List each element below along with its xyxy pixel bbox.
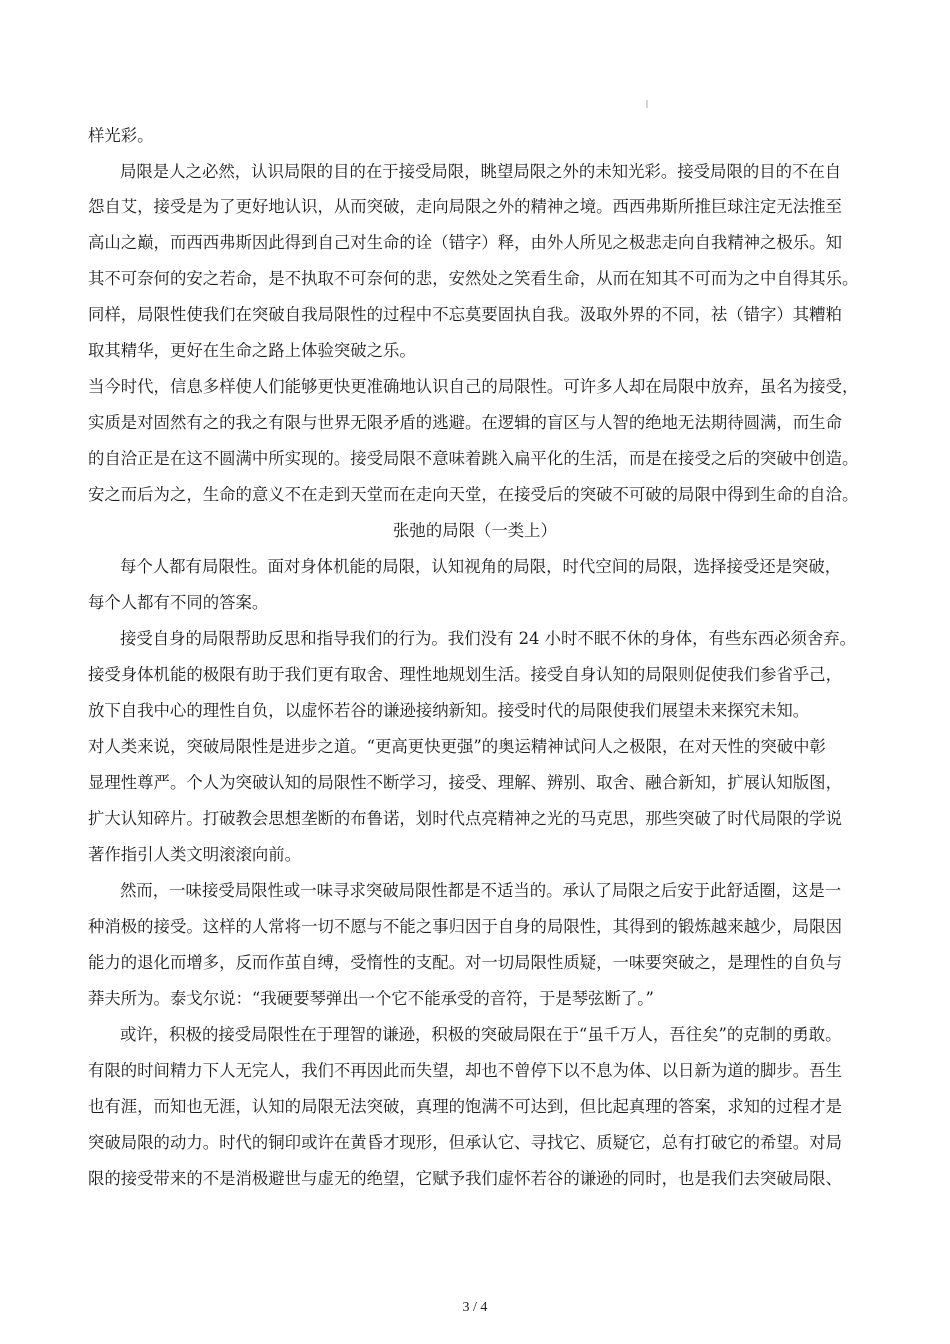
text-line: 的自洽正是在这不圆满中所实现的。接受局限不意味着跳入扁平化的生活，而是在接受之后的突破中创造。	[88, 449, 859, 468]
paragraph-line: 或许，积极的接受局限性在于理智的谦逊，积极的突破局限在于“虽千万人，吾往矣”的克制的勇敢。	[120, 1025, 842, 1044]
text-line: 高山之巅，而西西弗斯因此得到自己对生命的诠（错字）释，由外人所见之极悲走向自我精神之极乐。知	[88, 233, 842, 252]
paragraph-line: 对人类来说，突破局限性是进步之道。“更高更快更强”的奥运精神试问人之极限，在对天性的突破中彰	[88, 737, 826, 756]
text-line: 样光彩。	[88, 126, 154, 145]
paragraph-line: 接受自身的局限帮助反思和指导我们的行为。我们没有 24 小时不眠不休的身体，有些东西必须舍弃。	[120, 629, 857, 648]
text-line: 显理性尊严。个人为突破认知的局限性不断学习，接受、理解、辨别、取舍、融合新知，扩展认知版图，	[88, 773, 842, 792]
text-line: 莽夫所为。泰戈尔说：“我硬要琴弹出一个它不能承受的音符，于是琴弦断了。”	[88, 989, 654, 1008]
text-line: 实质是对固然有之的我之有限与世界无限矛盾的逃避。在逻辑的盲区与人智的绝地无法期待圆满，而生命	[88, 413, 842, 432]
text-line: 接受身体机能的极限有助于我们更有取舍、理性地规划生活。接受自身认知的局限则促使我们参省乎己，	[88, 665, 842, 684]
text-line: 种消极的接受。这样的人常将一切不愿与不能之事归因于自身的局限性，其得到的锻炼越来越少，局限因	[88, 917, 842, 936]
essay-title: 张弛的局限（一类上）	[393, 521, 557, 540]
text-line: 安之而后为之，生命的意义不在走到天堂而在走向天堂，在接受后的突破不可破的局限中得到生命的自洽。	[88, 485, 859, 504]
paragraph-line: 当今时代，信息多样使人们能够更快更准确地认识自己的局限性。可许多人却在局限中放弃，虽名为接受，	[88, 377, 859, 396]
paragraph-line: 局限是人之必然，认识局限的目的在于接受局限，眺望局限之外的未知光彩。接受局限的目的不在自	[120, 162, 842, 181]
text-line: 突破局限的动力。时代的铜印或许在黄昏才现形，但承认它、寻找它、质疑它，总有打破它的希望。对局	[88, 1133, 842, 1152]
paragraph-line: 每个人都有局限性。面对身体机能的局限，认知视角的局限，时代空间的局限，选择接受还是突破，	[120, 557, 842, 576]
text-line: 放下自我中心的理性自负，以虚怀若谷的谦逊接纳新知。接受时代的局限使我们展望未来探究未知。	[88, 701, 810, 720]
text-line: 有限的时间精力下人无完人，我们不再因此而失望，却也不曾停下以不息为体、以日新为道的脚步。吾生	[88, 1061, 842, 1080]
page-number: 3 / 4	[462, 1300, 488, 1315]
text-line: 能力的退化而增多，反而作茧自缚，受惰性的支配。对一切局限性质疑，一味要突破之，是理性的自负与	[88, 953, 842, 972]
scan-mark	[646, 100, 648, 108]
text-line: 同样，局限性使我们在突破自我局限性的过程中不忘莫要固执自我。汲取外界的不同，祛（错字）其糟粕	[88, 305, 842, 324]
text-line: 也有涯，而知也无涯，认知的局限无法突破，真理的饱满不可达到，但比起真理的答案，求知的过程才是	[88, 1097, 842, 1116]
text-line: 怨自艾，接受是为了更好地认识，从而突破，走向局限之外的精神之境。西西弗斯所推巨球注定无法推至	[88, 197, 842, 216]
text-line: 取其精华，更好在生命之路上体验突破之乐。	[88, 341, 416, 360]
text-line: 限的接受带来的不是消极避世与虚无的绝望，它赋予我们虚怀若谷的谦逊的同时，也是我们去突破局限、	[88, 1169, 842, 1188]
text-line: 每个人都有不同的答案。	[88, 593, 269, 612]
text-line: 其不可奈何的安之若命，是不执取不可奈何的悲，安然处之笑看生命，从而在知其不可而为之中自得其乐。	[88, 269, 859, 288]
text-line: 扩大认知碎片。打破教会思想垄断的布鲁诺，划时代点亮精神之光的马克思，那些突破了时代局限的学说	[88, 809, 842, 828]
text-line: 著作指引人类文明滚滚向前。	[88, 845, 302, 864]
paragraph-line: 然而，一味接受局限性或一味寻求突破局限性都是不适当的。承认了局限之后安于此舒适圈，这是一	[120, 881, 842, 900]
